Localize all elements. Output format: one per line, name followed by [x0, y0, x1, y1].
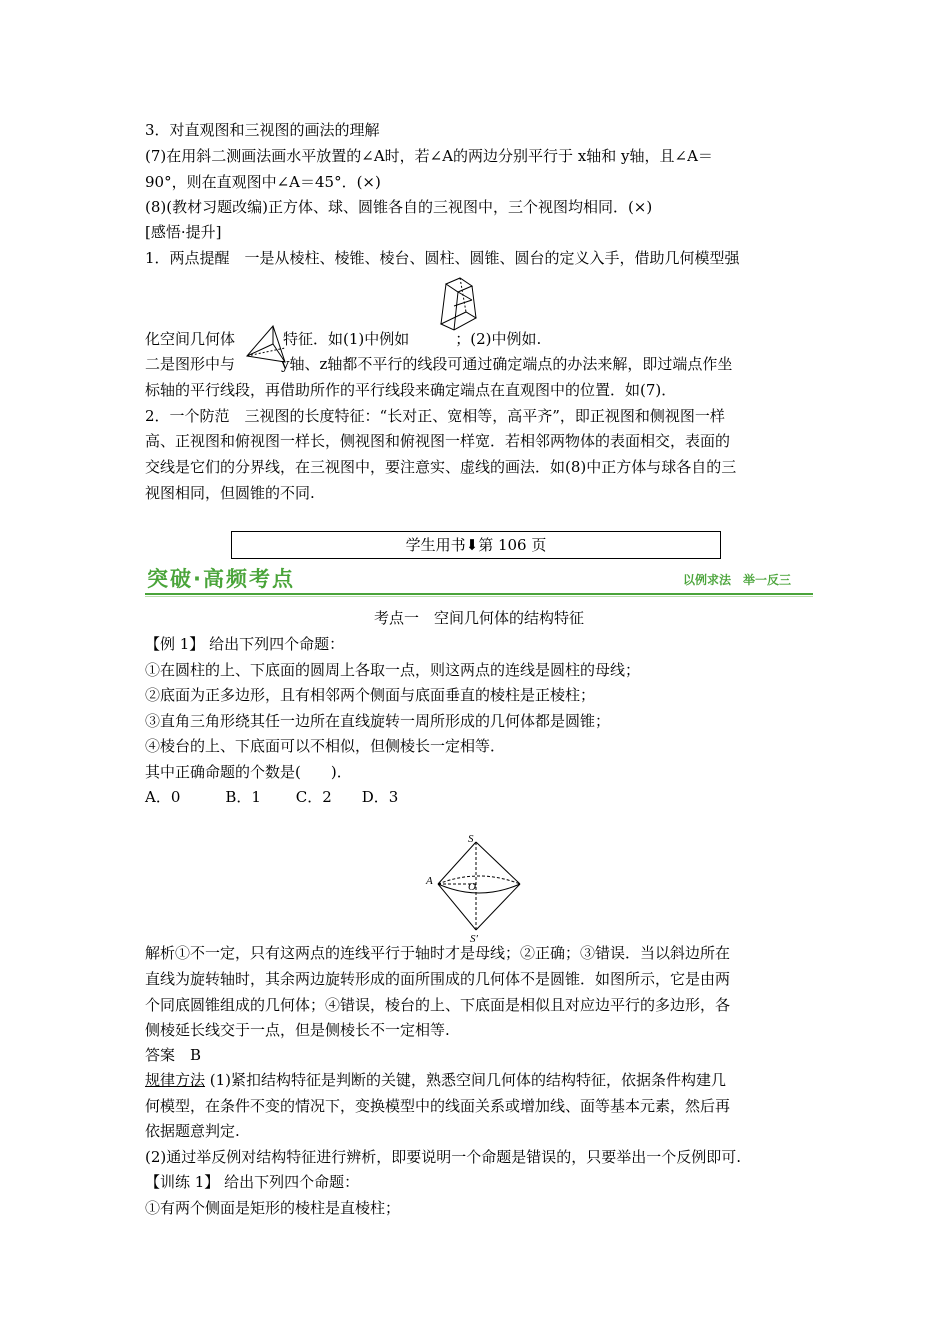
- label-s-prime: S′: [470, 933, 478, 944]
- section-title: 突破·高频考点: [147, 567, 295, 591]
- tip-2-line-3: 交线是它们的分界线，在三视图中，要注意实、虚线的画法．如(8)中正方体与球各自的三: [145, 458, 737, 476]
- example-1: 【例 1】 给出下列四个命题：: [145, 635, 345, 653]
- page-reference-banner: [231, 531, 721, 559]
- topic-title: 考点一 空间几何体的结构特征: [373, 609, 584, 627]
- analysis-line-2: 直线为旋转轴时，其余两边旋转形成的面所围成的几何体不是圆锥．如图所示，它是由两: [145, 970, 731, 988]
- tip-1-text-b: 特征．如(1)中例如: [283, 330, 410, 348]
- double-cone-figure: [424, 832, 534, 944]
- method-line-2: 何模型，在条件不变的情况下，变换模型中的线面关系或增加线、面等基本元素，然后再: [145, 1097, 731, 1115]
- banner-page-label: 第 106 页: [478, 536, 547, 554]
- options: A．0 B．1 C．2 D．3: [145, 788, 399, 806]
- analysis-line-4: 侧棱延长线交于一点，但是侧棱长不一定相等.: [145, 1021, 450, 1039]
- training-claim-1: ①有两个侧面是矩形的棱柱是直棱柱；: [145, 1199, 401, 1217]
- insight-label: [感悟·提升]: [145, 223, 222, 241]
- tip-2-line-1: 2．一个防范 三视图的长度特征：“长对正、宽相等，高平齐”，即正视图和侧视图一样: [145, 407, 725, 425]
- claim-4: ④棱台的上、下底面可以不相似，但侧棱长一定相等．: [145, 737, 506, 755]
- analysis-line-3: 个同底圆锥组成的几何体；④错误，棱台的上、下底面是相似且对应边平行的多边形，各: [145, 996, 731, 1014]
- label-s: S: [468, 833, 474, 845]
- tip-1-line-2: [145, 327, 541, 351]
- label-a: A: [426, 875, 433, 887]
- tip-1-text-c: ；(2)中例如.: [455, 330, 542, 348]
- tip-2-line-2: 高、正视图和俯视图一样长，侧视图和俯视图一样宽．若相邻两物体的表面相交，表面的: [145, 432, 731, 450]
- label-o: O: [468, 881, 476, 893]
- tip-1-text-d: 二是图形中与: [145, 355, 236, 373]
- analysis-line-1: 解析①不一定，只有这两点的连线平行于轴时才是母线；②正确；③错误．当以斜边所在: [145, 944, 731, 962]
- claim-1: ①在圆柱的上、下底面的圆周上各取一点，则这两点的连线是圆柱的母线；: [145, 661, 641, 679]
- method-text-1: (1)紧扣结构特征是判断的关键，熟悉空间几何体的结构特征，依据条件构建几: [205, 1071, 727, 1089]
- method-line-1: [145, 1068, 726, 1092]
- tip-1-line-3: [145, 352, 732, 376]
- method-line-3: 依据题意判定.: [145, 1122, 240, 1140]
- arrow-down-icon: ⬇: [465, 536, 479, 554]
- question: 其中正确命题的个数是( )．: [145, 763, 352, 781]
- banner-book-label: 学生用书: [405, 536, 466, 554]
- claim-2: ②底面为正多边形，且有相邻两个侧面与底面垂直的棱柱是正棱柱；: [145, 686, 596, 704]
- tip-1-line-4: 标轴的平行线段，再借助所作的平行线段来确定端点在直观图中的位置．如(7)．: [145, 381, 677, 399]
- item-8: (8)(教材习题改编)正方体、球、圆锥各自的三视图中，三个视图均相同．(×): [145, 198, 653, 216]
- answer: 答案 B: [145, 1046, 202, 1064]
- section-subtitle: 以例求法 举一反三: [682, 573, 791, 587]
- tip-1-text-a: 化空间几何体: [145, 330, 236, 348]
- section-divider-light: [145, 596, 813, 597]
- section-header: [145, 565, 813, 595]
- tip-1-text-e: y轴、z轴都不平行的线段可通过确定端点的办法来解，即过端点作坐: [281, 355, 733, 373]
- heading-3: 3．对直观图和三视图的画法的理解: [145, 121, 380, 139]
- item-7-line-1: (7)在用斜二测画法画水平放置的∠A时，若∠A的两边分别平行于 x轴和 y轴，且∠A＝: [145, 147, 713, 165]
- section-divider: [145, 593, 813, 595]
- item-7-line-2: 90°，则在直观图中∠A＝45°．(×): [145, 173, 381, 191]
- tip-1-line-1: 1．两点提醒 一是从棱柱、棱锥、棱台、圆柱、圆锥、圆台的定义入手，借助几何模型强: [145, 249, 740, 267]
- tip-2-line-4: 视图相同，但圆锥的不同.: [145, 484, 315, 502]
- claim-3: ③直角三角形绕其任一边所在直线旋转一周所形成的几何体都是圆锥；: [145, 712, 611, 730]
- training-1: 【训练 1】 给出下列四个命题：: [145, 1173, 360, 1191]
- method-label: 规律方法: [145, 1071, 206, 1089]
- method-line-4: (2)通过举反例对结构特征进行辨析，即要说明一个命题是错误的，只要举出一个反例即可.: [145, 1148, 742, 1166]
